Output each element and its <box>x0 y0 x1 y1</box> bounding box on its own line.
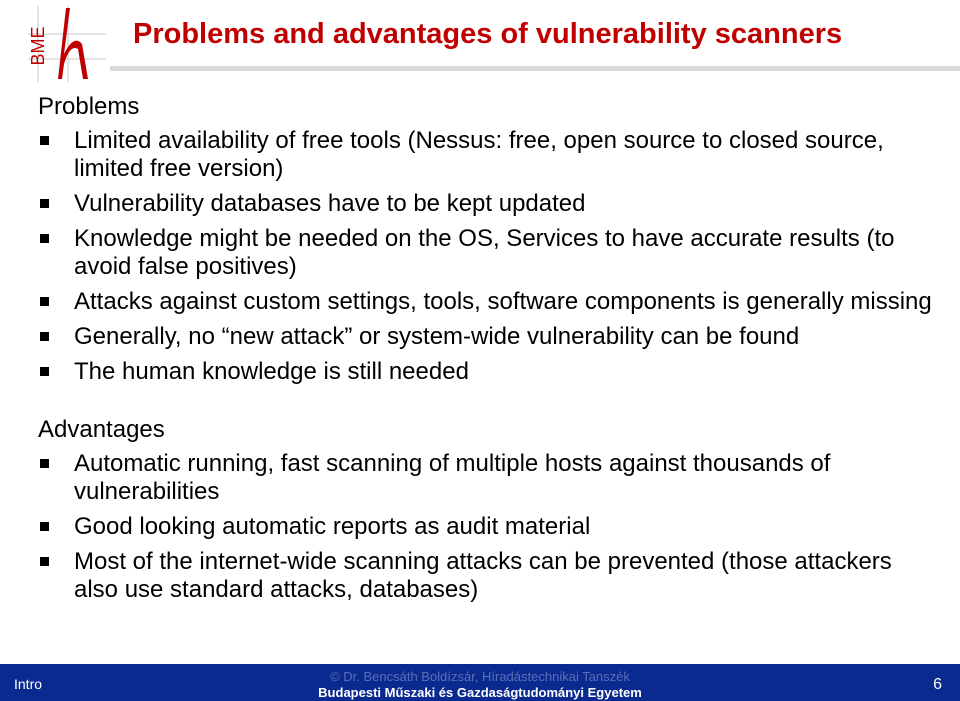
square-bullet-icon <box>40 557 49 566</box>
list-item-text: Generally, no “new attack” or system-wide vulnerability can be found <box>74 323 800 350</box>
advantages-list <box>38 450 938 604</box>
list-item <box>38 450 938 506</box>
list-item-text: Attacks against custom settings, tools, software components is generally missing <box>74 288 932 315</box>
title-underline <box>110 66 960 71</box>
square-bullet-icon <box>40 199 49 208</box>
list-item-text: The human knowledge is still needed <box>74 358 469 385</box>
bme-logo <box>18 4 108 84</box>
square-bullet-icon <box>40 332 49 341</box>
list-item <box>38 288 938 316</box>
advantages-heading: Advantages <box>38 416 165 443</box>
list-item <box>38 190 938 218</box>
list-item <box>38 127 938 183</box>
list-item <box>38 358 938 386</box>
list-item <box>38 225 938 281</box>
list-item <box>38 513 938 541</box>
list-item <box>38 323 938 351</box>
problems-heading: Problems <box>38 93 140 120</box>
footer-university: Budapesti Műszaki és Gazdaságtudományi Egyetem <box>318 685 642 700</box>
list-item-text: Limited availability of free tools (Nessus: free, open source to closed source, limited free version) <box>74 127 884 182</box>
footer-section-label: Intro <box>14 676 43 692</box>
square-bullet-icon <box>40 234 49 243</box>
problems-list <box>38 127 938 386</box>
square-bullet-icon <box>40 136 49 145</box>
square-bullet-icon <box>40 367 49 376</box>
slide-content <box>38 93 938 611</box>
list-item-text: Automatic running, fast scanning of multiple hosts against thousands of vulnerabilities <box>74 450 831 505</box>
footer-author: © Dr. Bencsáth Boldízsár, Híradástechnikai Tanszék <box>330 669 630 684</box>
square-bullet-icon <box>40 522 49 531</box>
footer-bar <box>0 664 960 701</box>
list-item-text: Good looking automatic reports as audit material <box>74 513 591 540</box>
page-title: Problems and advantages of vulnerability scanners <box>133 18 843 50</box>
list-item <box>38 548 938 604</box>
logo-text: BME <box>28 26 48 66</box>
list-item-text: Most of the internet-wide scanning attacks can be prevented (those attackers also use standard attacks, databases) <box>74 548 892 603</box>
list-item-text: Knowledge might be needed on the OS, Services to have accurate results (to avoid false positives) <box>74 225 895 280</box>
square-bullet-icon <box>40 297 49 306</box>
page-number: 6 <box>933 676 942 693</box>
square-bullet-icon <box>40 459 49 468</box>
list-item-text: Vulnerability databases have to be kept updated <box>74 190 586 217</box>
